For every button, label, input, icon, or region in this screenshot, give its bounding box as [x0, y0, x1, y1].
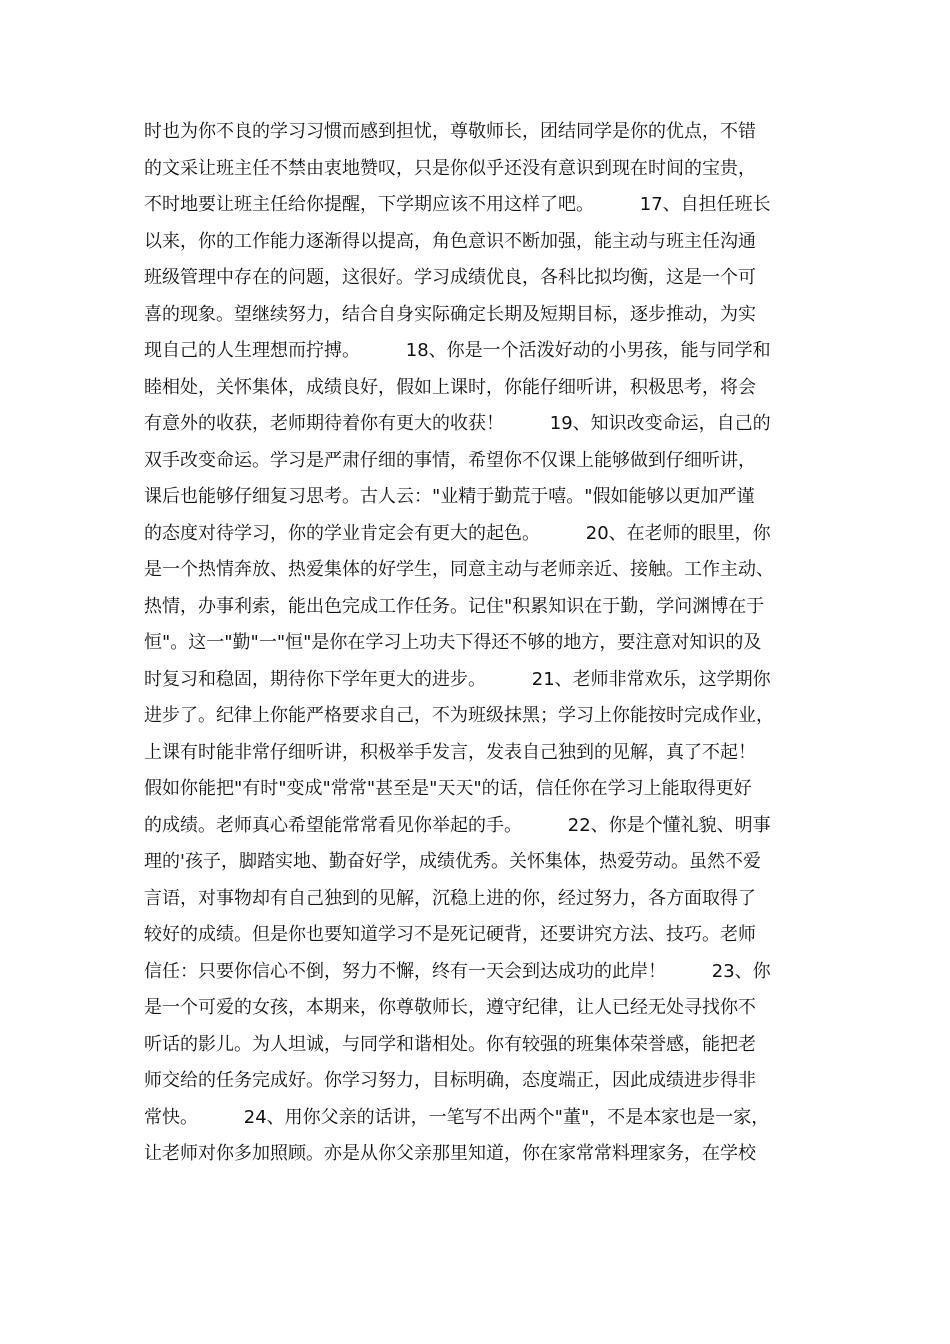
text-line: 时复习和稳固，期待你下学年更大的进步。 21、老师非常欢乐，这学期你: [144, 668, 771, 690]
text-line: 以来，你的工作能力逐渐得以提高，角色意识不断加强，能主动与班主任沟通: [144, 230, 756, 252]
text-line: 是一个可爱的女孩，本期来，你尊敬师长，遵守纪律，让人已经无处寻找你不: [144, 997, 756, 1018]
text-line: 课后也能够仔细复习思考。古人云："业精于勤荒于嘻。"假如能够以更加严谨: [144, 486, 755, 507]
text-line: 时也为你不良的学习习惯而感到担忧，尊敬师长，团结同学是你的优点，不错: [144, 121, 756, 142]
text-line: 言语，对事物却有自己独到的见解，沉稳上进的你，经过努力，各方面取得了: [144, 887, 756, 909]
body-text: [144, 114, 814, 1173]
text-line: 常快。 24、用你父亲的话讲，一笔写不出两个"董"，不是本家也是一家，: [144, 1106, 770, 1128]
text-line: 假如你能把"有时"变成"常常"甚至是"天天"的话，信任你在学习上能取得更好: [144, 778, 752, 799]
text-line: 是一个热情奔放、热爱集体的好学生，同意主动与老师亲近、接触。工作主动、: [144, 559, 774, 580]
text-line: 师交给的任务完成好。你学习努力，目标明确，态度端正，因此成绩进步得非: [144, 1070, 756, 1091]
text-line: 热情，办事利索，能出色完成工作任务。记住"积累知识在于勤，学问渊博在于: [144, 595, 765, 617]
text-line: 双手改变命运。学习是严肃仔细的事情，希望你不仅课上能够做到仔细听讲，: [144, 449, 756, 471]
text-line: 现自己的人生理想而拧搏。 18、你是一个活泼好动的小男孩，能与同学和: [144, 340, 771, 361]
text-line: 理的'孩子，脚踏实地、勤奋好学，成绩优秀。关怀集体，热爱劳动。虽然不爱: [144, 851, 761, 872]
text-line: 进步了。纪律上你能严格要求自己，不为班级抹黑；学习上你能按时完成作业，: [144, 705, 774, 726]
text-line: 的成绩。老师真心希望能常常看见你举起的手。 22、你是个懂礼貌、明事: [144, 814, 771, 836]
text-line: 上课有时能非常仔细听讲，积极举手发言，发表自己独到的见解，真了不起！: [144, 741, 756, 763]
text-line: 恒"。这一"勤"一"恒"是你在学习上功夫下得还不够的地方，要注意对知识的及: [144, 632, 762, 653]
text-line: 的文采让班主任不禁由衷地赞叹，只是你似乎还没有意识到现在时间的宝贵，: [144, 157, 756, 179]
text-line: 喜的现象。望继续努力，结合自身实际确定长期及短期目标，逐步推动，为实: [144, 303, 756, 325]
text-line: 让老师对你多加照顾。亦是从你父亲那里知道，你在家常常料理家务，在学校: [144, 1143, 756, 1164]
text-line: 听话的影儿。为人坦诚，与同学和谐相处。你有较强的班集体荣誉感，能把老: [144, 1033, 756, 1055]
text-line: 的态度对待学习，你的学业肯定会有更大的起色。 20、在老师的眼里，你: [144, 522, 771, 544]
text-line: 不时地要让班主任给你提醒，下学期应该不用这样了吧。 17、自担任班长: [144, 194, 771, 215]
text-line: 睦相处，关怀集体，成绩良好，假如上课时，你能仔细听讲，积极思考，将会: [144, 376, 756, 398]
text-line: 有意外的收获，老师期待着你有更大的收获！ 19、知识改变命运，自己的: [144, 413, 771, 434]
text-line: 信任：只要你信心不倒，努力不懈，终有一天会到达成功的此岸！ 23、你: [144, 960, 771, 982]
text-line: 较好的成绩。但是你也要知道学习不是死记硬背，还要讲究方法、技巧。老师: [144, 924, 756, 945]
text-line: 班级管理中存在的问题，这很好。学习成绩优良，各科比拟均衡，这是一个可: [144, 267, 756, 288]
